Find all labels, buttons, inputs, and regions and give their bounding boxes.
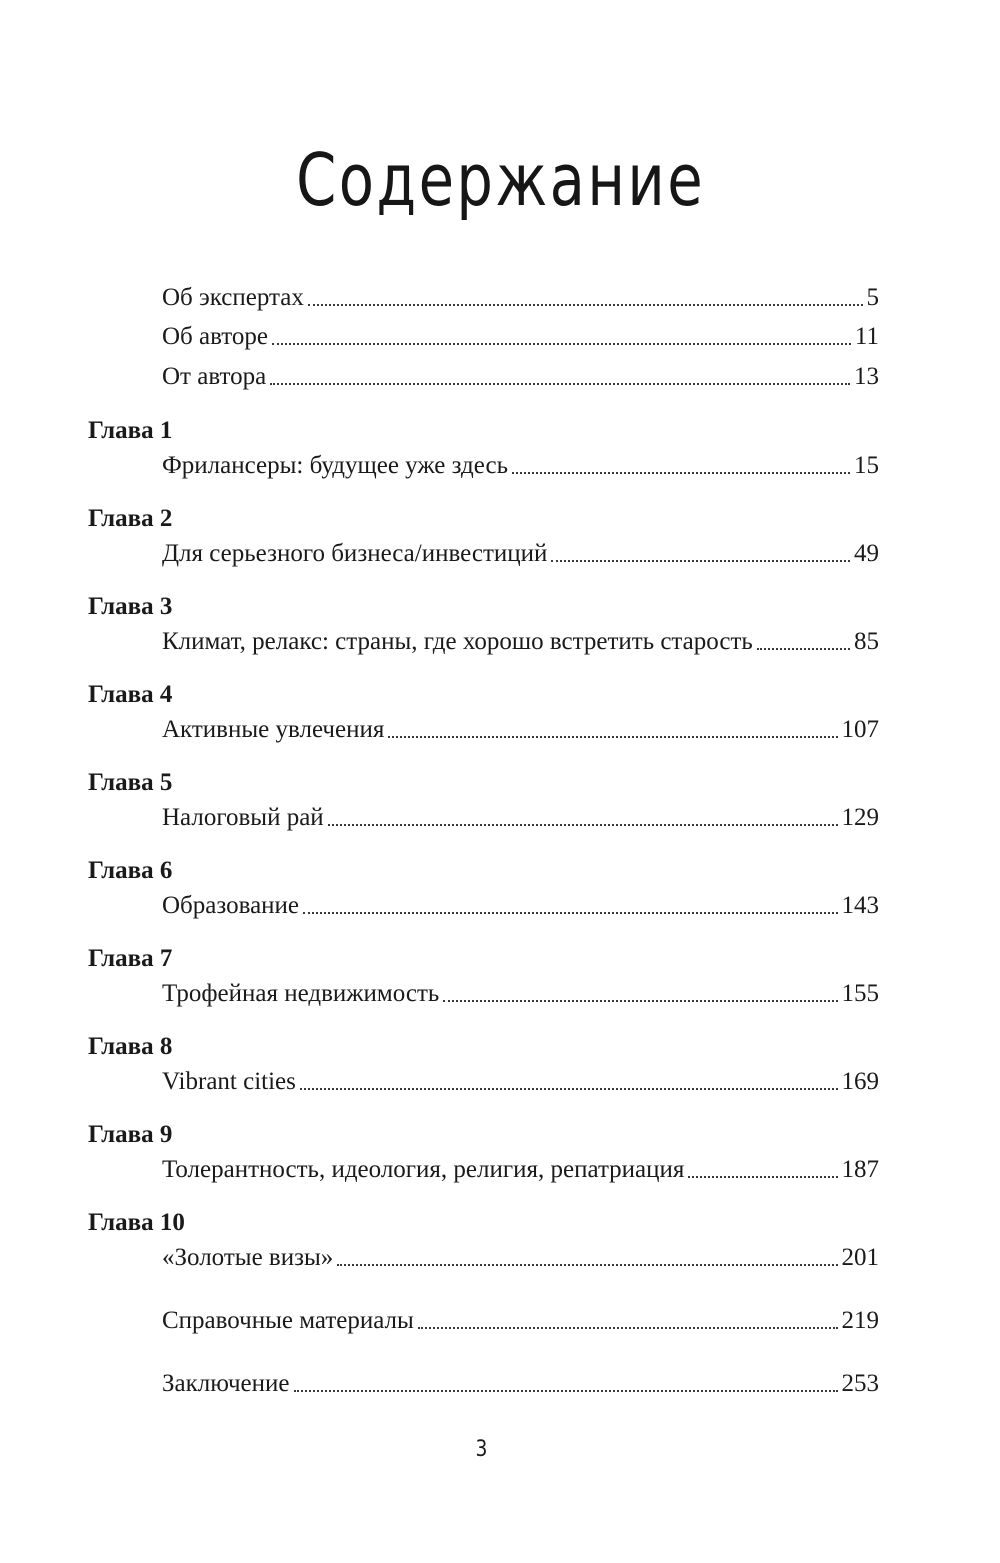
toc-entry-label: Толерантность, идеология, религия, репатриация: [162, 1156, 685, 1183]
dot-leader: [328, 801, 838, 835]
toc-entry-label: Vibrant cities: [162, 1068, 296, 1095]
dot-leader: [294, 1367, 838, 1401]
toc-entry-label: Образование: [162, 892, 300, 919]
chapter-heading-6: Глава 6: [88, 857, 173, 884]
chapter-heading-10: Глава 10: [88, 1209, 185, 1236]
toc-entry-chapter-10[interactable]: [162, 1241, 879, 1275]
toc-entry-chapter-8[interactable]: [162, 1065, 879, 1099]
chapter-heading-8: Глава 8: [88, 1033, 173, 1060]
dot-leader: [757, 625, 850, 659]
dot-leader: [551, 537, 850, 571]
toc-entry-page: 15: [854, 452, 879, 479]
toc-entry-label: Для серьезного бизнеса/инвестиций: [162, 540, 548, 567]
toc-entry-about-experts[interactable]: [162, 281, 879, 315]
chapter-heading-1: Глава 1: [88, 417, 173, 444]
toc-entry-page: 201: [841, 1244, 879, 1271]
toc-entry-label: Фрилансеры: будущее уже здесь: [162, 452, 508, 479]
chapter-heading-5: Глава 5: [88, 769, 173, 796]
toc-entry-label: Справочные материалы: [162, 1307, 414, 1334]
chapter-heading-4: Глава 4: [88, 681, 173, 708]
toc-entry-conclusion[interactable]: [162, 1367, 879, 1401]
dot-leader: [270, 360, 850, 394]
toc-entry-chapter-4[interactable]: [162, 713, 879, 747]
dot-leader: [308, 281, 863, 315]
dot-leader: [303, 889, 837, 923]
toc-entry-label: «Золотые визы»: [162, 1244, 334, 1271]
toc-entry-label: Об авторе: [162, 323, 268, 350]
toc-entry-page: 169: [841, 1068, 879, 1095]
toc-entry-page: 85: [854, 628, 879, 655]
dot-leader: [443, 977, 837, 1011]
dot-leader: [388, 713, 837, 747]
toc-entry-from-author[interactable]: [162, 360, 879, 394]
toc-entry-chapter-5[interactable]: [162, 801, 879, 835]
toc-entry-about-author[interactable]: [162, 320, 879, 354]
dot-leader: [688, 1153, 837, 1187]
toc-entry-reference-materials[interactable]: [162, 1304, 879, 1338]
toc-entry-page: 49: [854, 540, 879, 567]
toc-entry-page: 5: [866, 284, 879, 311]
toc-entry-label: Налоговый рай: [162, 804, 324, 831]
chapter-heading-9: Глава 9: [88, 1121, 173, 1148]
toc-entry-label: Заключение: [162, 1370, 290, 1397]
toc-entry-page: 11: [854, 323, 879, 350]
dot-leader: [300, 1065, 838, 1099]
toc-entry-chapter-9[interactable]: [162, 1153, 879, 1187]
toc-entry-page: 155: [841, 980, 879, 1007]
dot-leader: [337, 1241, 837, 1275]
toc-entry-page: 13: [854, 363, 879, 390]
toc-entry-label: Активные увлечения: [162, 716, 385, 743]
toc-entry-label: От автора: [162, 363, 267, 390]
dot-leader: [512, 449, 850, 483]
toc-entry-page: 143: [841, 892, 879, 919]
toc-entry-page: 187: [841, 1156, 879, 1183]
toc-entry-page: 107: [841, 716, 879, 743]
dot-leader: [418, 1304, 838, 1338]
toc-entry-label: Климат, релакс: страны, где хорошо встретить старость: [162, 628, 753, 655]
page-number: 3: [475, 1437, 488, 1462]
toc-entry-page: 219: [841, 1307, 879, 1334]
toc-entry-page: 129: [841, 804, 879, 831]
chapter-heading-2: Глава 2: [88, 505, 173, 532]
toc-entry-chapter-2[interactable]: [162, 537, 879, 571]
toc-entry-label: Трофейная недвижимость: [162, 980, 440, 1007]
toc-entry-chapter-1[interactable]: [162, 449, 879, 483]
chapter-heading-3: Глава 3: [88, 593, 173, 620]
toc-entry-chapter-7[interactable]: [162, 977, 879, 1011]
dot-leader: [272, 320, 851, 354]
toc-entry-chapter-3[interactable]: [162, 625, 879, 659]
page-title: Содержание: [296, 138, 706, 222]
toc-entry-label: Об экспертах: [162, 284, 304, 311]
toc-entry-page: 253: [841, 1370, 879, 1397]
chapter-heading-7: Глава 7: [88, 945, 173, 972]
toc-entry-chapter-6[interactable]: [162, 889, 879, 923]
